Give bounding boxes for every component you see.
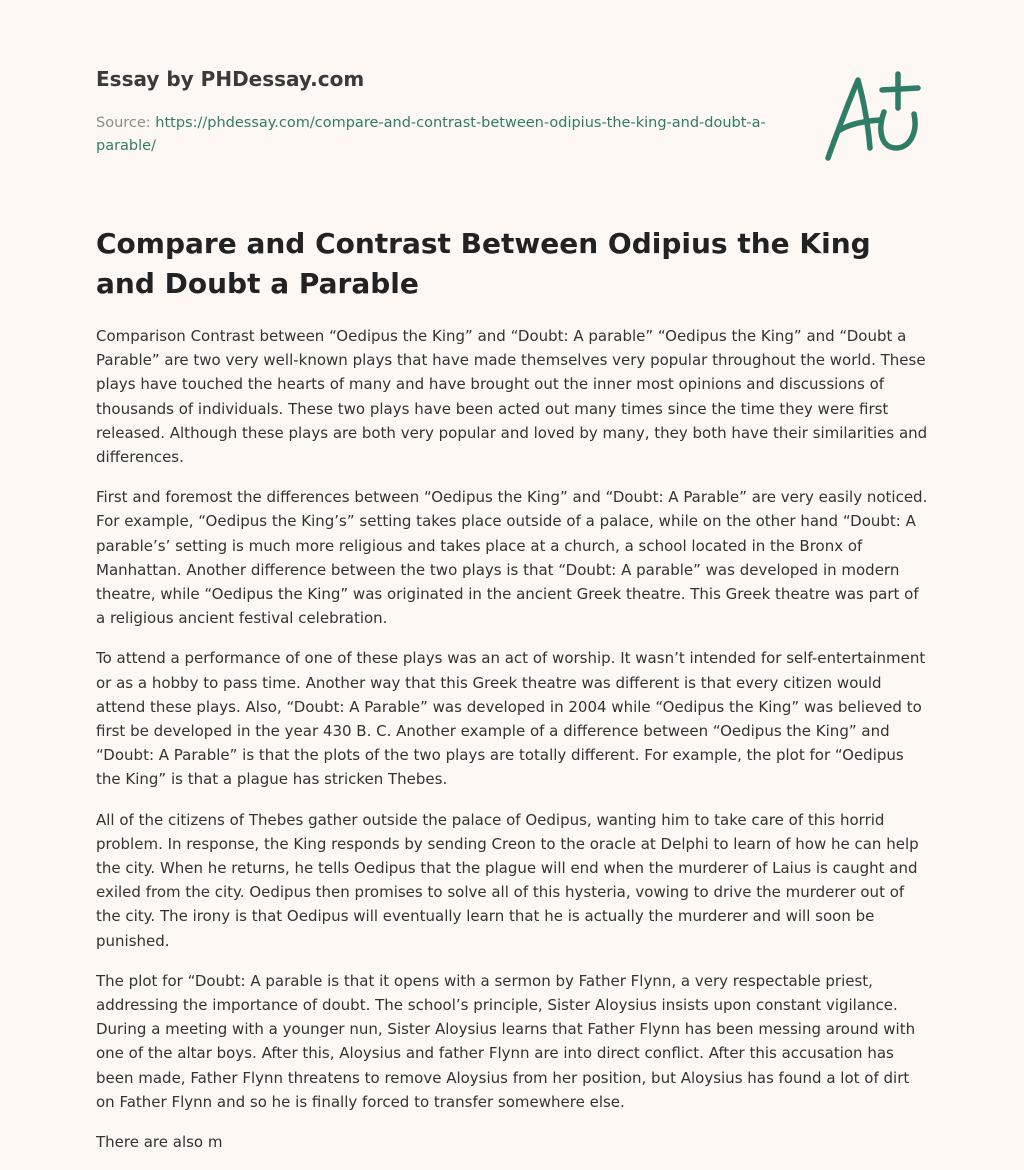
paragraph: To attend a performance of one of these plays was an act of worship. It wasn’t intended for self-entertainment or as a hobby to pass time. Another way that this Greek theatre was different is that every citizen would attend these plays. Also, “Doubt: A Parable” was developed in 2004 while “Oedipus the King” was believed to first be developed in the year 430 B. C. Another example of a difference between “Oedipus the King” and “Doubt: A Parable” is that the plots of the two plays are totally different. For example, the plot for “Oedipus the King” is that a plague has stricken Thebes. bbox=[96, 649, 926, 789]
paragraph: First and foremost the differences between “Oedipus the King” and “Doubt: A Parable” are very easily noticed. For example, “Oedipus the King’s” setting takes place outside of a palace, while on the other hand “Doubt: A parable’s’ setting is much more religious and takes place at a church, a school located in the Bronx of Manhattan. Another difference between the two plays is that “Doubt: A parable” was developed in modern theatre, while “Oedipus the King” was originated in the ancient Greek theatre. This Greek theatre was part of a religious ancient festival celebration. bbox=[96, 488, 928, 628]
paragraph: There are also m bbox=[96, 1133, 223, 1152]
site-brand: Essay by PHDessay.com bbox=[96, 67, 365, 91]
paragraph: All of the citizens of Thebes gather outside the palace of Oedipus, wanting him to take care of this horrid problem. In response, the King responds by sending Creon to the oracle at Delphi to learn of how he can help the city. When he returns, he tells Oedipus that the plague will end when the murderer of Laius is caught and exiled from the city. Oedipus then promises to solve all of this hysteria, vowing to drive the murderer out of the city. The irony is that Oedipus will eventually learn that he is actually the murderer and will soon be punished. bbox=[96, 810, 919, 950]
paragraph: Comparison Contrast between “Oedipus the King” and “Doubt: A parable” “Oedipus the King” and “Doubt a Parable” are two very well-known plays that have made themselves very popular throughout the world. These plays have touched the hearts of many and have brought out the inner most opinions and discussions of thousands of individuals. These two plays have been acted out many times since the time they were first released. Although these plays are both very popular and loved by many, they both have their similarities and differences. bbox=[96, 327, 928, 467]
page-title: Compare and Contrast Between Odipius the King and Doubt a Parable bbox=[96, 227, 871, 300]
source-link[interactable]: https://phdessay.com/compare-and-contrast-between-odipius-the-king-and-doubt-a-parable/ bbox=[96, 115, 766, 154]
source-line bbox=[96, 112, 776, 158]
paragraph: The plot for “Doubt: A parable is that it opens with a sermon by Father Flynn, a very respectable priest, addressing the importance of doubt. The school’s principle, Sister Aloysius insists upon constant vigilance. During a meeting with a younger nun, Sister Aloysius learns that Father Flynn has been messing around with one of the altar boys. After this, Aloysius and father Flynn are into direct conflict. After this accusation has been made, Father Flynn threatens to remove Aloysius from her position, but Aloysius has found a lot of dirt on Father Flynn and so he is finally forced to transfer somewhere else. bbox=[96, 971, 916, 1111]
article-body bbox=[96, 324, 932, 1170]
a-plus-grade-icon bbox=[822, 68, 926, 164]
source-label: Source: bbox=[96, 115, 151, 131]
